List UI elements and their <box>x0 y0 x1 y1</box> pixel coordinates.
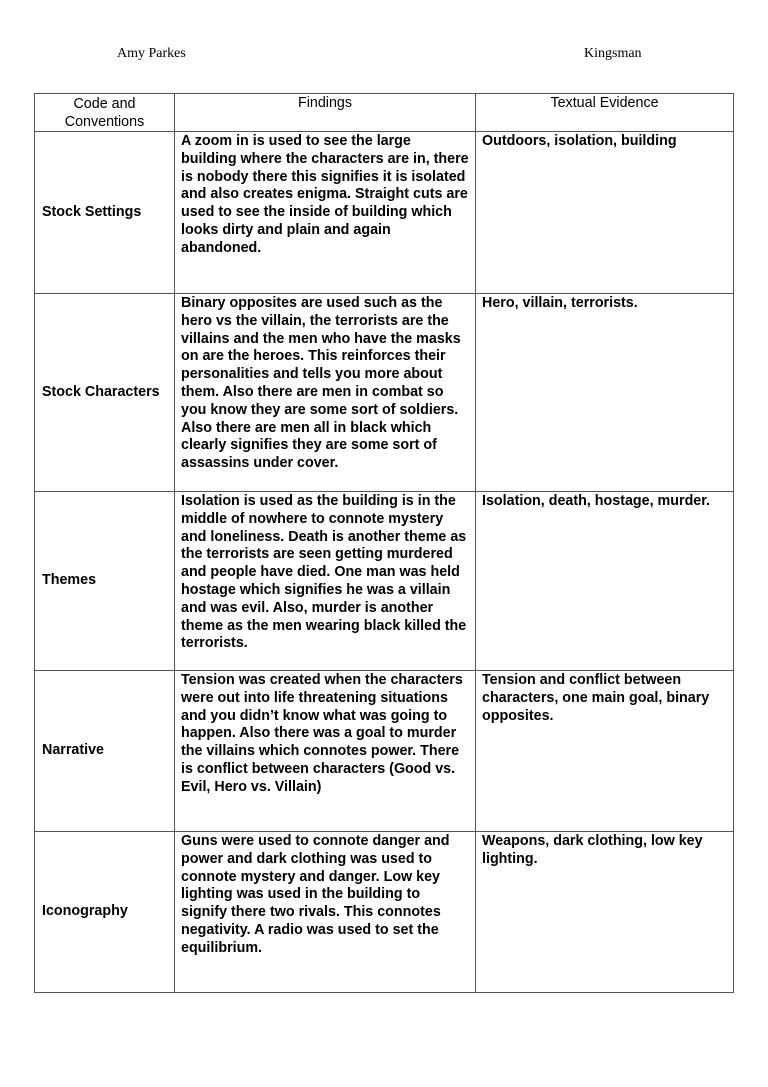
film-title: Kingsman <box>584 46 642 61</box>
row-findings: Binary opposites are used such as the hero vs the villain, the terrorists are the villains and the men who have the masks on are the heroes. This reinforces their personalities and tells you more about them. Also there are men in combat so you know they are some sort of soldiers. Also there are men all in black which clearly signifies they are some sort of assassins under cover. <box>175 294 476 492</box>
analysis-table <box>34 93 734 993</box>
header-textual-evidence: Textual Evidence <box>476 94 734 132</box>
header-code-conventions: Code and Conventions <box>35 94 175 132</box>
table-row-themes <box>35 492 734 671</box>
table-row-iconography <box>35 832 734 993</box>
row-label: Stock Characters <box>35 294 175 492</box>
table-header-row <box>35 94 734 132</box>
row-evidence: Outdoors, isolation, building <box>476 132 734 294</box>
row-findings: Isolation is used as the building is in the middle of nowhere to connote mystery and loneliness. Death is another theme as the terrorists are seen getting murdered and people have died. One man was held hostage which signifies he was a villain and was evil. Also, murder is another theme as the men wearing black killed the terrorists. <box>175 492 476 671</box>
row-label: Iconography <box>35 832 175 993</box>
row-findings: Tension was created when the characters were out into life threatening situations and you didn’t know what was going to happen. Also there was a goal to murder the villains which connotes power. There is conflict between characters (Good vs. Evil, Hero vs. Villain) <box>175 671 476 832</box>
row-evidence: Isolation, death, hostage, murder. <box>476 492 734 671</box>
table-row-stock-characters <box>35 294 734 492</box>
table-row-narrative <box>35 671 734 832</box>
row-label: Narrative <box>35 671 175 832</box>
row-evidence: Hero, villain, terrorists. <box>476 294 734 492</box>
row-label: Themes <box>35 492 175 671</box>
row-evidence: Weapons, dark clothing, low key lighting. <box>476 832 734 993</box>
row-findings: A zoom in is used to see the large building where the characters are in, there is nobody there this signifies it is isolated and also creates enigma. Straight cuts are used to see the inside of building which looks dirty and plain and again abandoned. <box>175 132 476 294</box>
author-name: Amy Parkes <box>117 46 186 61</box>
row-findings: Guns were used to connote danger and power and dark clothing was used to connote mystery and danger. Low key lighting was used in the building to signify there two rivals. This connotes negativity. A radio was used to set the equilibrium. <box>175 832 476 993</box>
row-evidence: Tension and conflict between characters, one main goal, binary opposites. <box>476 671 734 832</box>
table-row-stock-settings <box>35 132 734 294</box>
header-findings: Findings <box>175 94 476 132</box>
row-label: Stock Settings <box>35 132 175 294</box>
